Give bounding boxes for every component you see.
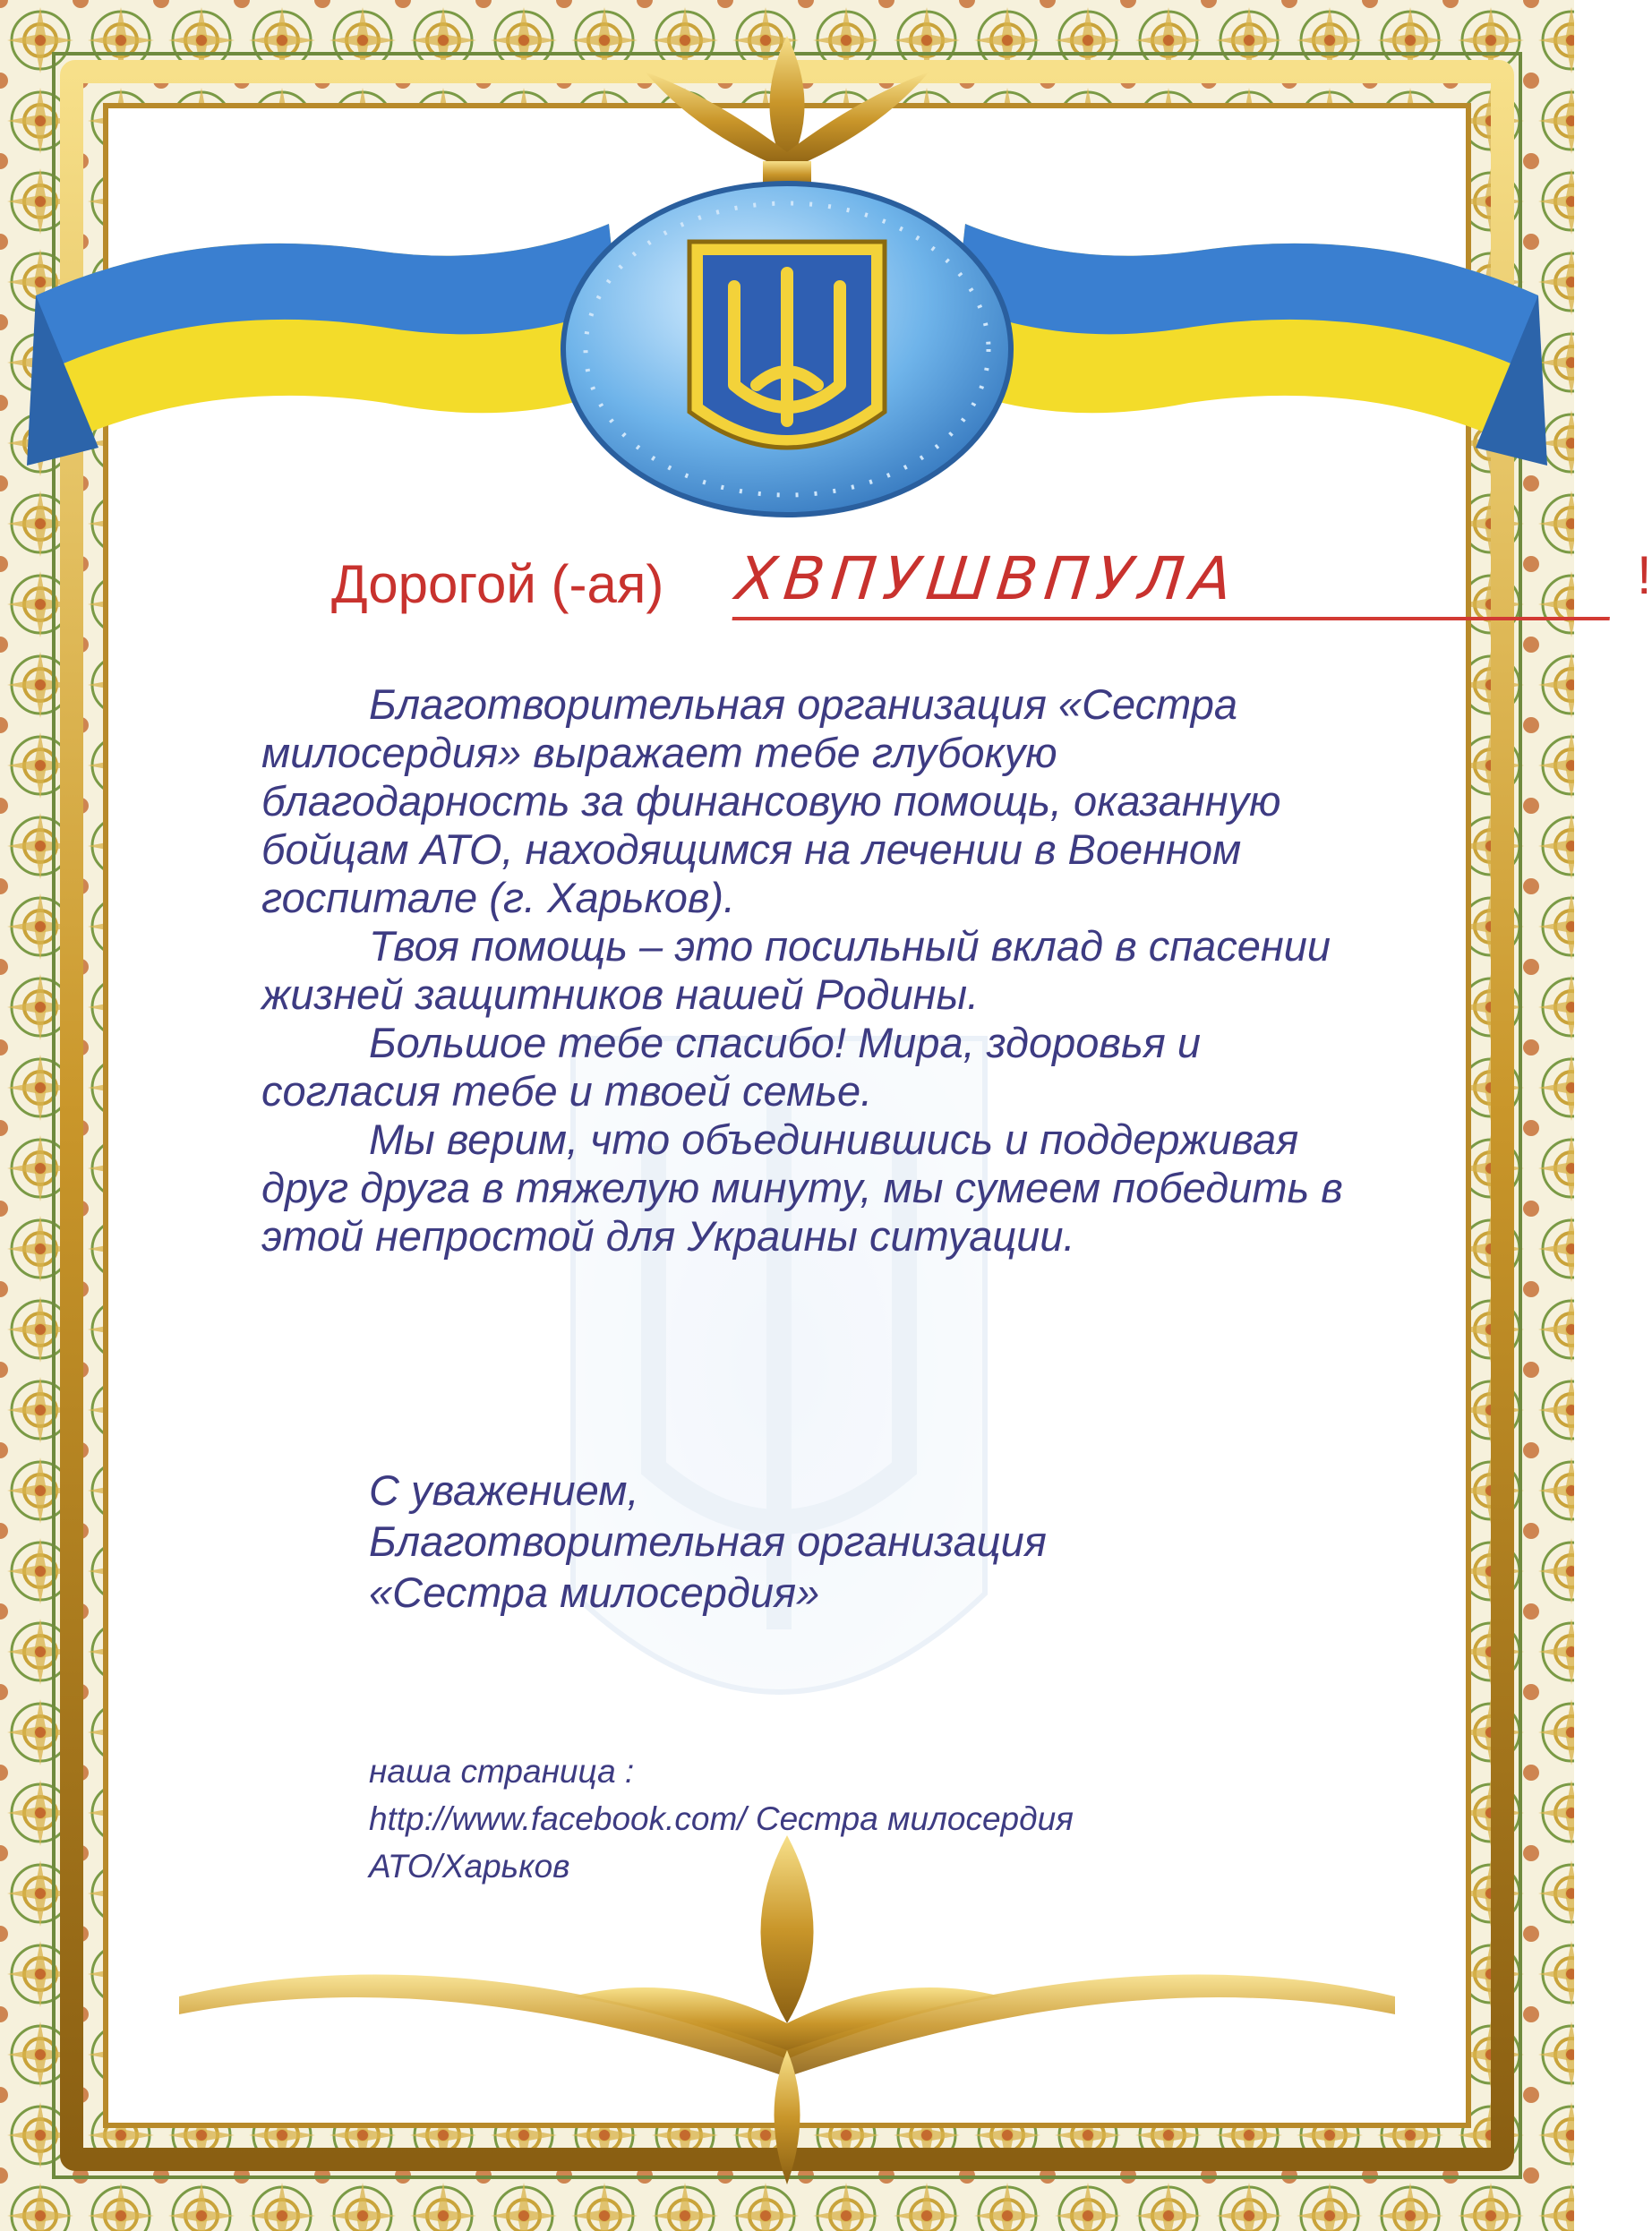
footer-link-continued: АТО/Харьков — [369, 1848, 570, 1885]
letter-body — [261, 680, 1363, 1261]
signature-closing: С уважением, — [369, 1466, 639, 1514]
letter-paragraph: Мы верим, что объединившись и поддерживая друг друга в тяжелую минуту, мы сумеем победить в этой непростой для Украины ситуации. — [261, 1116, 1343, 1260]
letter-paragraph: Твоя помощь – это посильный вклад в спасении жизней защитников нашей Родины. — [261, 922, 1331, 1018]
recipient-name-handwritten: ХВПУШВПУЛА — [732, 544, 1618, 620]
greeting-exclamation: ! — [1637, 545, 1652, 605]
signature-org-line2: «Сестра милосердия» — [369, 1569, 820, 1616]
signature-org-line1: Благотворительная организация — [369, 1517, 1047, 1565]
greeting-line — [322, 537, 1652, 627]
signature-block — [369, 1465, 1047, 1618]
footer-label: наша страница : — [369, 1753, 635, 1790]
letter-paragraph: Благотворительная организация «Сестра милосердия» выражает тебе глубокую благодарность за финансовую помощь, оказанную бойцам АТО, находящимся на лечении в Военном госпитале (г. Харьков). — [261, 680, 1281, 921]
letter-paragraph: Большое тебе спасибо! Мира, здоровья и согласия тебе и твоей семье. — [261, 1019, 1201, 1115]
ukraine-trident-icon — [563, 184, 1011, 515]
greeting-prefix: Дорогой (-ая) — [331, 554, 664, 614]
footer-link: http://www.facebook.com/ Сестра милосердия — [369, 1800, 1074, 1837]
footer-page-info — [369, 1748, 1074, 1890]
